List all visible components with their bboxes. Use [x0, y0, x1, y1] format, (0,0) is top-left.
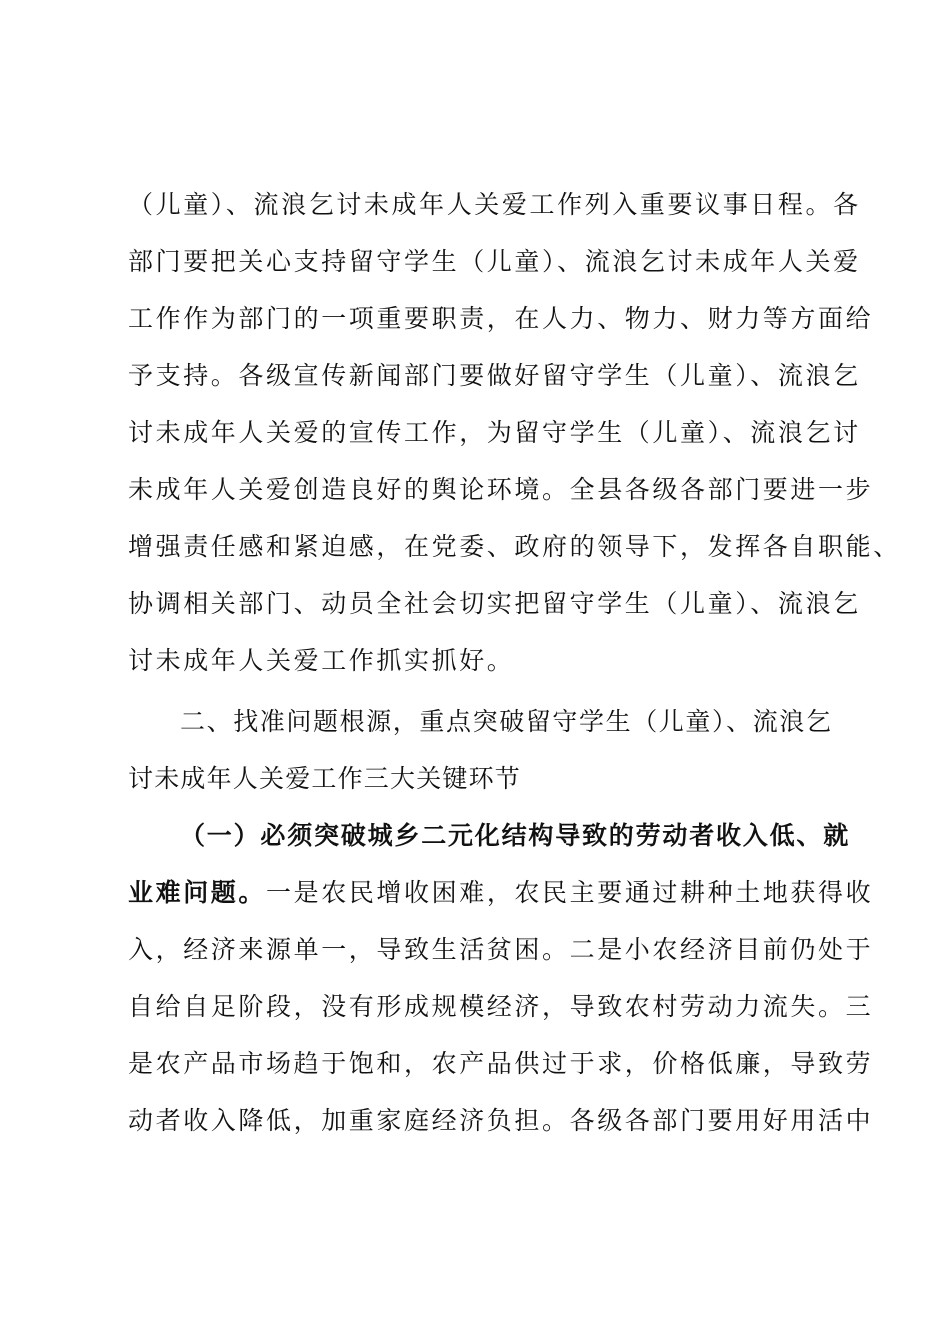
body-text-line: 入，经济来源单一，导致生活贫困。二是小农经济目前仍处于	[128, 935, 874, 964]
body-text-segment: 一是农民增收困难，农民主要通过耕种土地获得收	[266, 878, 874, 907]
body-text-line: 部门要把关心支持留守学生（儿童）、流浪乞讨未成年人关爱	[128, 247, 861, 276]
body-text-line: 自给自足阶段，没有形成规模经济，导致农村劳动力流失。三	[128, 992, 874, 1021]
subsection-heading-continued: 业难问题。	[128, 878, 267, 907]
body-text-line: 工作作为部门的一项重要职责，在人力、物力、财力等方面给	[128, 304, 874, 333]
body-text-line: 未成年人关爱创造良好的舆论环境。全县各级各部门要进一步	[128, 475, 874, 504]
body-text-line: 是农产品市场趋于饱和，农产品供过于求，价格低廉，导致劳	[128, 1049, 874, 1078]
body-text-line	[128, 868, 874, 918]
body-text-line: 协调相关部门、动员全社会切实把留守学生（儿童）、流浪乞	[128, 589, 861, 618]
section-heading: 二、找准问题根源，重点突破留守学生（儿童）、流浪乞	[180, 707, 833, 736]
body-text-line: 增强责任感和紧迫感，在党委、政府的领导下，发挥各自职能、	[128, 532, 901, 561]
body-text-line: 动者收入降低，加重家庭经济负担。各级各部门要用好用活中	[128, 1106, 874, 1135]
body-text-line: 讨未成年人关爱工作抓实抓好。	[128, 646, 515, 675]
body-text-line: 予支持。各级宣传新闻部门要做好留守学生（儿童）、流浪乞	[128, 361, 861, 390]
subsection-heading: （一）必须突破城乡二元化结构导致的劳动者收入低、就	[180, 821, 851, 850]
section-heading: 讨未成年人关爱工作三大关键环节	[128, 764, 522, 793]
body-text-line: （儿童）、流浪乞讨未成年人关爱工作列入重要议事日程。各	[128, 190, 861, 219]
body-text-line: 讨未成年人关爱的宣传工作，为留守学生（儿童）、流浪乞讨	[128, 418, 861, 447]
